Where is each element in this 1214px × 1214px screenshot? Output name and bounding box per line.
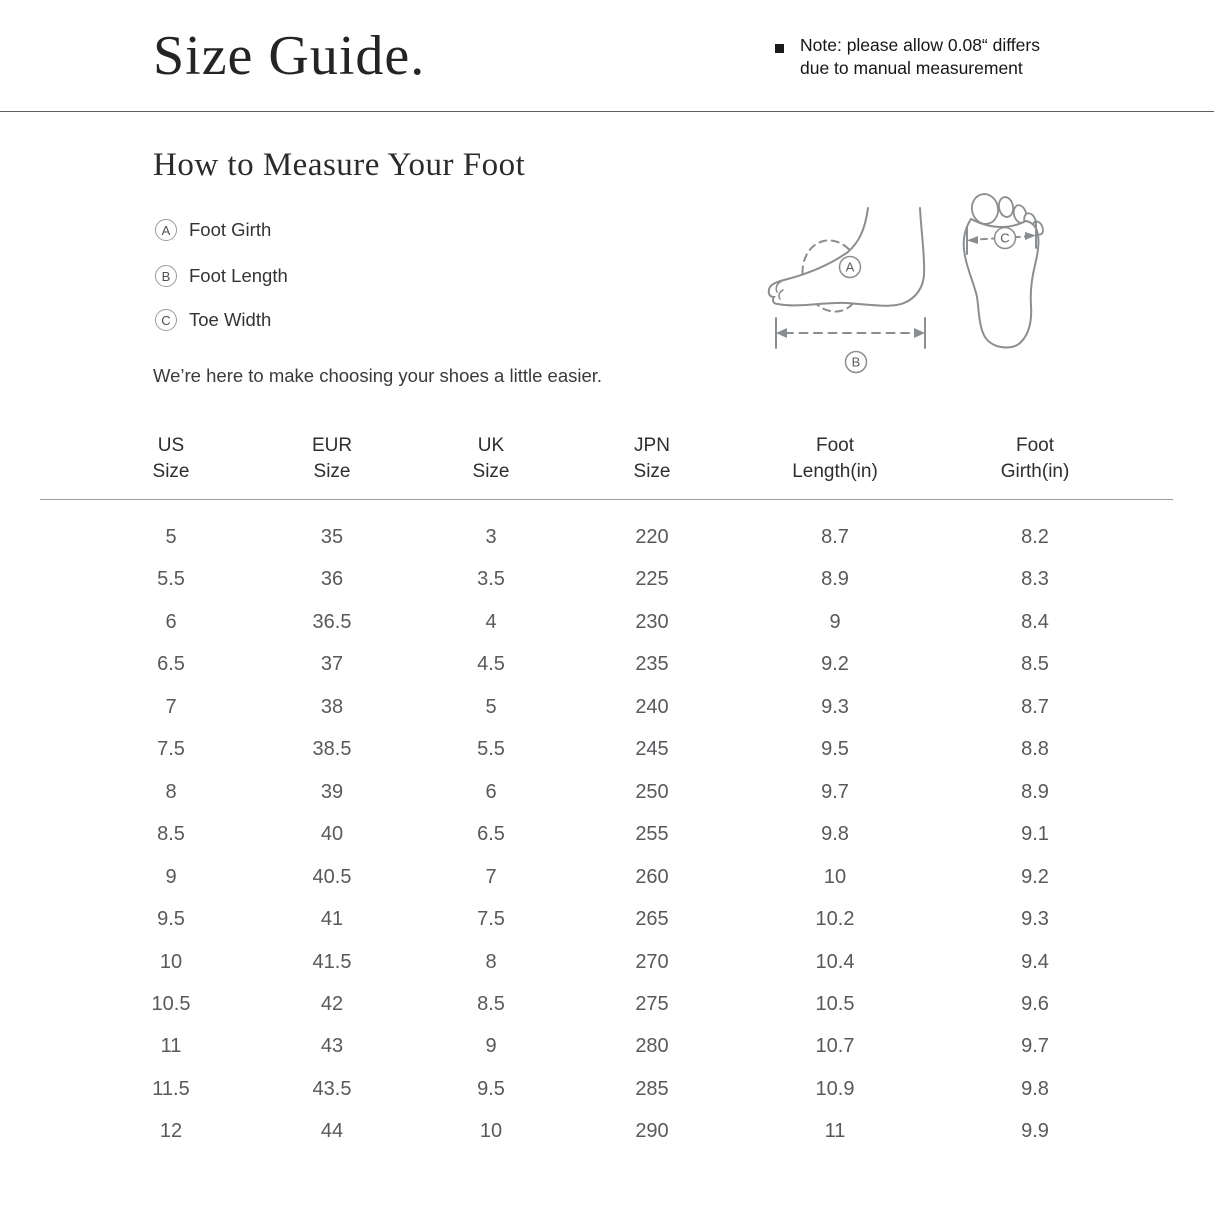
size-cell: 8.5 [1021,653,1049,676]
measurement-note [800,34,1080,79]
size-cell: 260 [635,865,669,888]
size-cell: 10 [159,950,183,973]
intro-text: We’re here to make choosing your shoes a little easier. [153,365,603,386]
size-cell: 5.5 [157,568,185,591]
size-cell: 8 [165,780,177,803]
size-cell: 250 [635,780,669,803]
size-cell: 9.5 [157,908,185,931]
size-cell: 8.5 [477,992,505,1015]
note-line-1: Note: please allow 0.08“ differs [800,35,1040,55]
size-cell: 245 [635,738,669,761]
size-cell: 9.3 [1021,908,1049,931]
size-cell: 230 [635,610,669,633]
size-cell: 6.5 [157,653,185,676]
size-cell: 39 [320,780,344,803]
size-cell: 6.5 [477,823,505,846]
size-cell: 8.9 [821,568,849,591]
size-cell: 9.2 [821,653,849,676]
size-col-header-jpn-3: JPN Size [633,435,671,482]
how-to-heading: How to Measure Your Foot [153,147,526,183]
size-cell: 9.6 [1021,992,1049,1015]
size-cell: 10.5 [815,992,855,1015]
size-cell: 11 [160,1035,182,1058]
size-cell: 7 [165,695,177,718]
size-cell: 265 [635,908,669,931]
size-cell: 43.5 [312,1077,352,1100]
size-cell: 41.5 [312,950,352,973]
size-cell: 10 [823,865,847,888]
size-cell: 270 [635,950,669,973]
size-col-header-us-0: US Size [152,435,190,482]
size-cell: 12 [159,1120,183,1143]
size-col-header-foot-4: Foot Length(in) [792,435,878,482]
size-cell: 36 [320,568,344,591]
size-cell: 40 [320,823,344,846]
size-cell: 7.5 [477,908,505,931]
page-title: Size Guide. [153,25,426,87]
size-cell: 7 [485,865,497,888]
letter-b-badge-icon: B [155,265,177,287]
size-cell: 8.4 [1021,610,1049,633]
letter-a-badge-icon: A [155,219,177,241]
size-cell: 11.5 [152,1077,190,1100]
size-cell: 220 [635,526,669,548]
size-cell: 10.9 [815,1077,855,1100]
size-cell: 9 [829,610,841,633]
diagram-a-label: A [845,259,855,275]
table-header-divider [40,499,1173,500]
diagram-b-label: B [851,354,861,370]
size-cell: 6 [165,610,177,633]
length-arrow-left [776,328,787,338]
size-cell: 8.7 [1021,695,1049,718]
measure-item-toe-width [155,309,271,331]
size-cell: 5.5 [477,738,505,761]
size-cell: 8.5 [157,823,185,846]
size-cell: 225 [635,568,669,591]
size-cell: 10.4 [815,950,855,973]
size-cell: 9.3 [821,695,849,718]
measure-item-foot-length [155,265,288,287]
size-cell: 37 [320,653,344,676]
size-cell: 35 [320,526,344,548]
size-cell: 8.2 [1021,526,1049,548]
size-cell: 6 [485,780,497,803]
size-cell: 8.7 [821,526,849,548]
size-cell: 9.4 [1021,950,1049,973]
size-cell: 3 [485,526,497,548]
size-cell: 9.7 [821,780,849,803]
size-cell: 9 [485,1035,497,1058]
size-cell: 8 [485,950,497,973]
size-cell: 41 [320,908,344,931]
size-cell: 38 [320,695,344,718]
size-cell: 10 [479,1120,503,1143]
size-cell: 290 [635,1120,669,1143]
size-cell: 9.7 [1021,1035,1049,1058]
size-cell: 10.2 [815,908,855,931]
size-cell: 4 [485,610,497,633]
size-cell: 43 [320,1035,344,1058]
measure-item-foot-girth [155,219,271,241]
size-cell: 235 [635,653,669,676]
size-cell: 40.5 [312,865,352,888]
size-cell: 255 [635,823,669,846]
size-cell: 8.8 [1021,738,1049,761]
size-cell: 9.8 [1021,1077,1049,1100]
size-col-header-eur-1: EUR Size [311,435,353,482]
size-cell: 8.3 [1021,568,1049,591]
toe-2 [997,196,1014,218]
size-cell: 9.5 [821,738,849,761]
size-cell: 10.5 [151,992,191,1015]
measure-item-label: Foot Girth [189,219,272,240]
size-cell: 8.9 [1021,780,1049,803]
size-col-header-uk-2: UK Size [472,435,510,482]
measure-item-label: Toe Width [189,309,272,330]
size-cell: 7.5 [157,738,185,761]
size-cell: 285 [635,1077,669,1100]
size-cell: 240 [635,695,669,718]
note-bullet-icon [775,44,784,53]
size-cell: 11 [824,1120,846,1143]
header-divider [0,111,1214,112]
size-cell: 280 [635,1035,669,1058]
note-line-2: due to manual measurement [800,57,1023,78]
size-cell: 9.9 [1021,1120,1049,1143]
size-cell: 10.7 [815,1035,855,1058]
size-cell: 38.5 [312,738,352,761]
size-cell: 44 [320,1120,344,1143]
size-cell: 9.2 [1021,865,1049,888]
size-cell: 9 [165,865,177,888]
size-cell: 36.5 [312,610,352,633]
foot-measurement-diagram [752,178,1062,383]
size-cell: 9.8 [821,823,849,846]
size-cell: 5 [165,526,177,548]
size-cell: 9.1 [1021,823,1049,846]
diagram-c-label: C [1000,230,1010,246]
size-cell: 3.5 [477,568,505,591]
measure-item-label: Foot Length [189,265,288,286]
length-arrow-right [914,328,925,338]
size-cell: 275 [635,992,669,1015]
size-cell: 4.5 [477,653,505,676]
size-cell: 9.5 [477,1077,505,1100]
size-col-header-foot-5: Foot Girth(in) [1000,435,1070,482]
size-cell: 42 [320,992,344,1015]
size-cell: 5 [485,695,497,718]
letter-c-badge-icon: C [155,309,177,331]
